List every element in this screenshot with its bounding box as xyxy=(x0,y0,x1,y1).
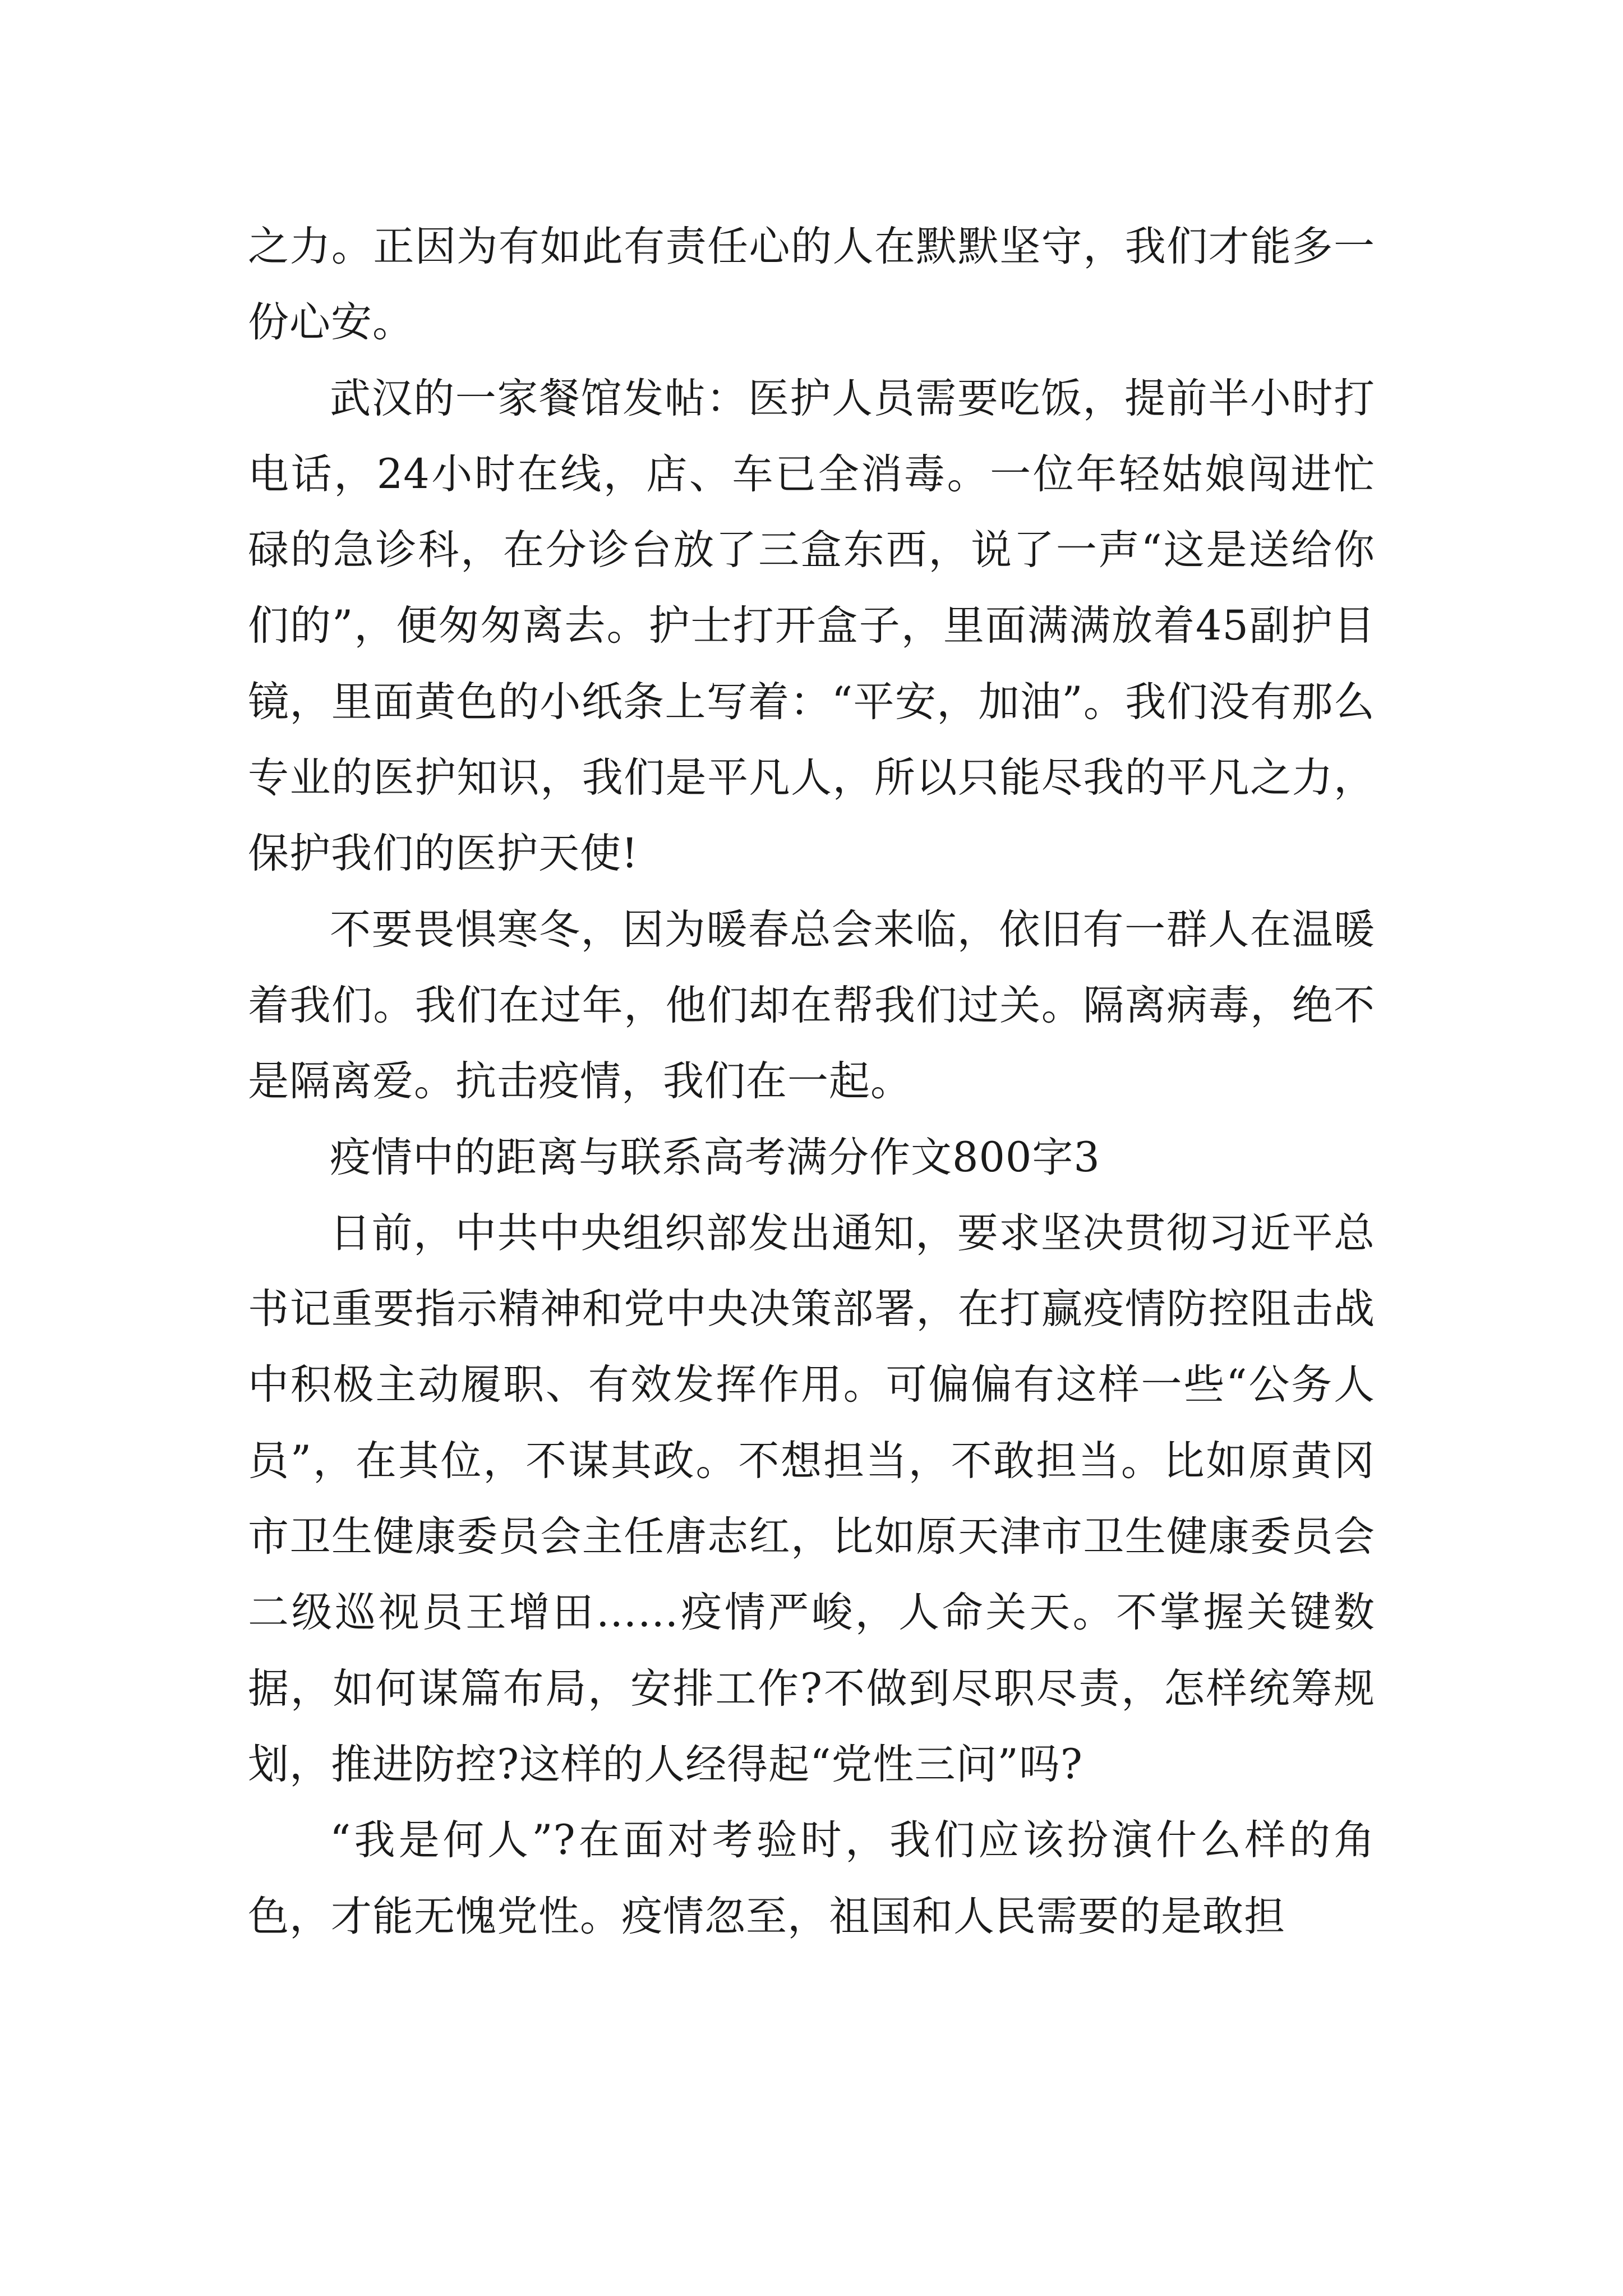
section-heading: 疫情中的距离与联系高考满分作文800字3 xyxy=(330,1133,1100,1181)
paragraph-5: “我是何人”?在面对考验时，我们应该扮演什么样的角色，才能无愧党性。疫情忽至，祖国和人民需要的是敢担 xyxy=(248,1816,1375,1940)
paragraph-4: 日前，中共中央组织部发出通知，要求坚决贯彻习近平总书记重要指示精神和党中央决策部署，在打赢疫情防控阻击战中积极主动履职、有效发挥作用。可偏偏有这样一些“公务人员”，在其位，不谋其政。不想担当，不敢担当。比如原黄冈市卫生健康委员会主任唐志红，比如原天津市卫生健康委员会二级巡视员王增田……疫情严峻，人命关天。不掌握关键数据，如何谋篇布局，安排工作?不做到尽职尽责，怎样统筹规划，推进防控?这样的人经得起“党性三问”吗? xyxy=(248,1209,1375,1788)
paragraph-2: 武汉的一家餐馆发帖：医护人员需要吃饭，提前半小时打电话，24小时在线，店、车已全消毒。一位年轻姑娘闯进忙碌的急诊科，在分诊台放了三盒东西，说了一声“这是送给你们的”，便匆匆离去。护士打开盒子，里面满满放着45副护目镜，里面黄色的小纸条上写着：“平安，加油”。我们没有那么专业的医护知识，我们是平凡人，所以只能尽我的平凡之力，保护我们的医护天使! xyxy=(248,374,1375,878)
paragraph-3: 不要畏惧寒冬，因为暖春总会来临，依旧有一群人在温暖着我们。我们在过年，他们却在帮我们过关。隔离病毒，绝不是隔离爱。抗击疫情，我们在一起。 xyxy=(248,905,1375,1106)
paragraph-1: 之力。正因为有如此有责任心的人在默默坚守，我们才能多一份心安。 xyxy=(248,223,1375,347)
body-text xyxy=(248,209,1375,1954)
